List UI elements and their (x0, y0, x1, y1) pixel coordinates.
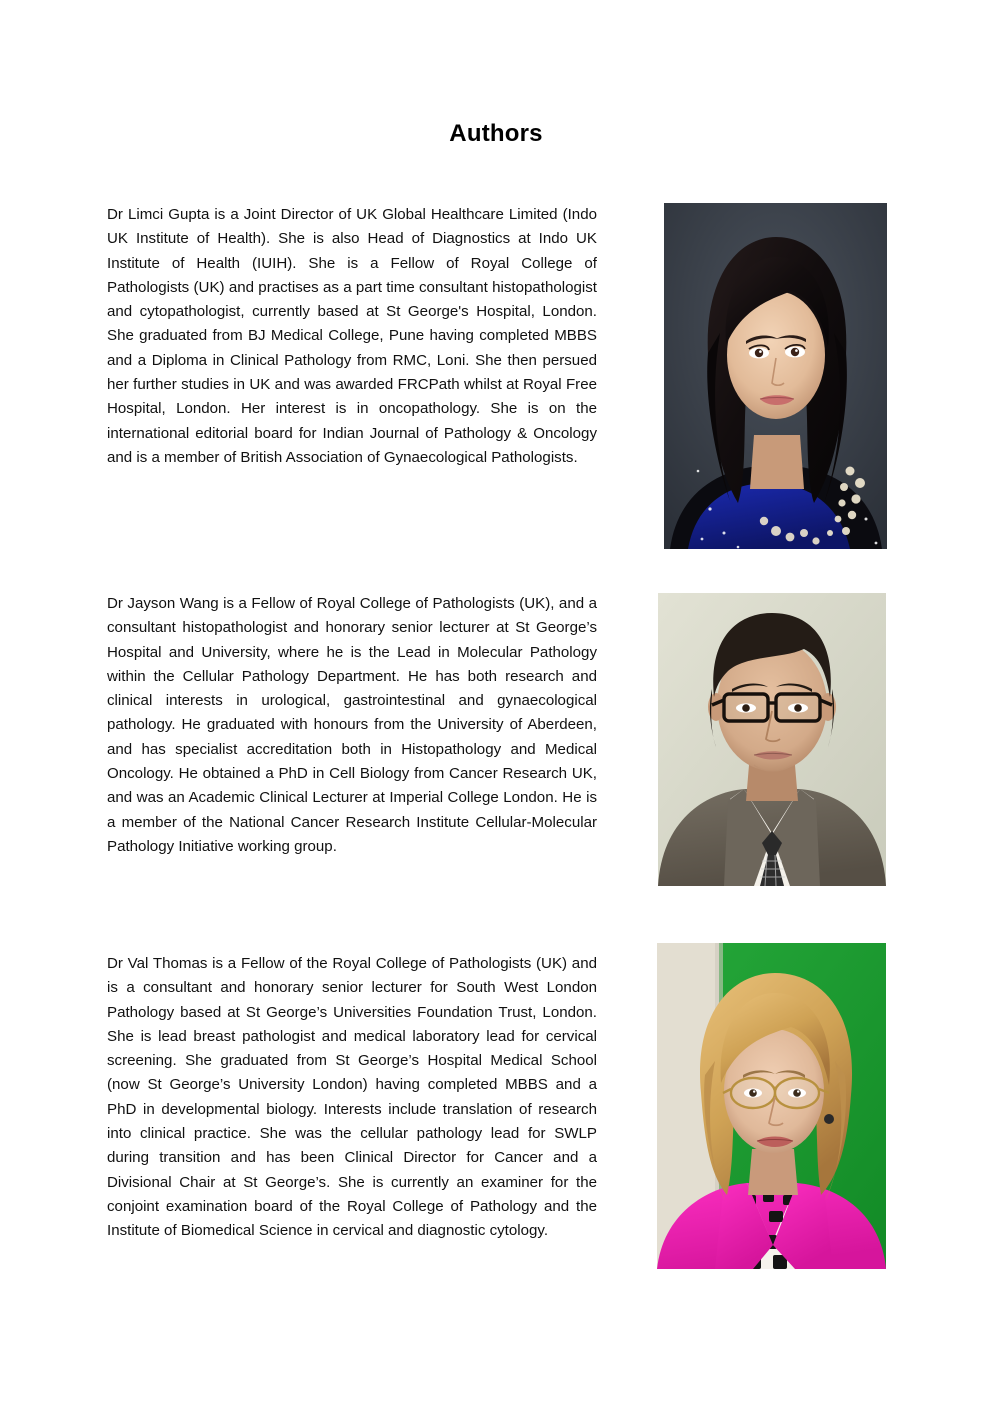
portrait-image-val-thomas (657, 943, 886, 1269)
portrait-photo-jayson-wang (658, 593, 886, 886)
author-bio-jayson-wang: Dr Jayson Wang is a Fellow of Royal College of Pathologists (UK), and a consultant histopathologist and honorary senior lecturer at St George’s Hospital and University, where he is the Lead in Molecular Pathology within the Cellular Pathology Department. He has both research and clinical interests in urological, gastrointestinal and gynaecological pathology. He graduated with honours from the University of Aberdeen, and has specialist accreditation both in Histopathology and Medical Oncology. He obtained a PhD in Cell Biology from Cancer Research UK, and was an Academic Clinical Lecturer at Imperial College London. He is a member of the National Cancer Research Institute Cellular-Molecular Pathology Initiative working group. (107, 595, 597, 855)
page-title: Authors (449, 120, 543, 147)
portrait-image-jayson-wang (658, 593, 886, 886)
portrait-photo-val-thomas (657, 943, 886, 1269)
portrait-image-limci-gupta (664, 203, 887, 549)
author-bio-val-thomas: Dr Val Thomas is a Fellow of the Royal College of Pathologists (UK) and is a consultant and honorary senior lecturer for South West London Pathology based at St George’s Universities Foundation Trust, London. She is lead breast pathologist and medical laboratory lead for cervical screening. She graduated from St George’s Hospital Medical School (now St George’s University London) having completed MBBS and a PhD in developmental biology. Interests include translation of research into clinical practice. She was the cellular pathology lead for SWLP during transition and has been Clinical Director for Cancer and a Divisional Chair at St George’s. She is currently an examiner for the conjoint examination board of the Royal College of Pathology and the Institute of Biomedical Science in cervical and diagnostic cytology. (107, 955, 597, 1240)
portrait-photo-limci-gupta (664, 203, 887, 549)
author-bio-limci-gupta: Dr Limci Gupta is a Joint Director of UK Global Healthcare Limited (Indo UK Institute of Health). She is also Head of Diagnostics at Indo UK Institute of Health (IUIH). She is a Fellow of Royal College of Pathologists (UK) and practises as a part time consultant histopathologist and cytopathologist, currently based at St George's Hospital, London. She graduated from BJ Medical College, Pune having completed MBBS and a Diploma in Clinical Pathology from RMC, Loni. She then persued her further studies in UK and was awarded FRCPath whilst at Royal Free Hospital, London. Her interest is in oncopathology. She is on the international editorial board for Indian Journal of Pathology & Oncology and is a member of British Association of Gynaecological Pathologists. (107, 206, 597, 466)
